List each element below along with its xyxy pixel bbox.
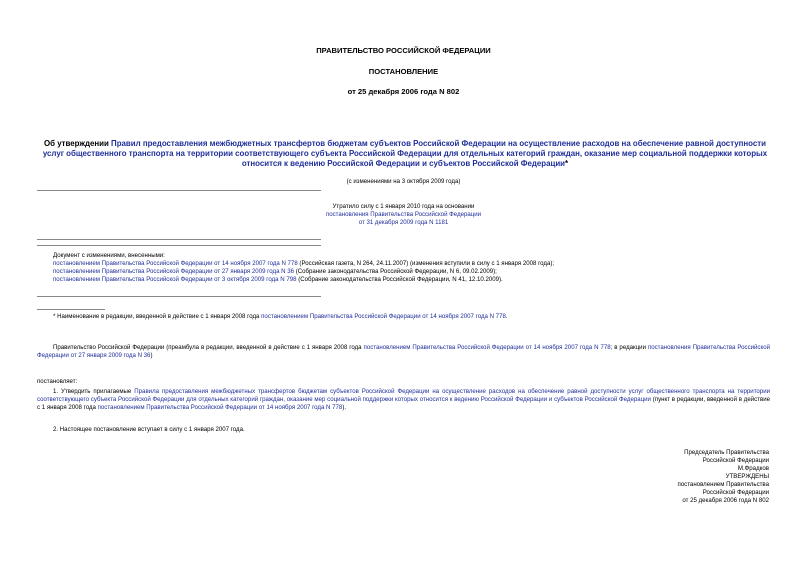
- document-type: ПОСТАНОВЛЕНИЕ: [368, 67, 439, 76]
- lost-force-text: Утратило силу с 1 января 2010 года на основании: [332, 203, 475, 210]
- preamble-link-2[interactable]: постановления Правительства Российской Федерации от 27 января 2009 года N 36: [37, 344, 771, 360]
- decree-word: постановляет:: [37, 378, 78, 385]
- footnote: * Наименование в редакции, введенной в действие с 1 января 2008 года постановлением Правительства Российской Федерации от 14 ноября 2007 года N 778.: [53, 313, 508, 320]
- amendment-item: постановлением Правительства Российской Федерации от 27 января 2009 года N 36 (Собрание законодательства Российской Федерации, N 6, 09.02.2009);: [53, 268, 497, 276]
- lost-force-link-1[interactable]: постановления Правительства Российской Федерации: [325, 211, 482, 219]
- item-1: 1. Утвердить прилагаемые Правила предоставления межбюджетных трансфертов бюджетам субъектов Российской Федерации на осуществление расходов на обеспечение равной доступности услуг общественного транспорта на территории соответствующего субъекта Российской Федерации для отдельных категорий граждан, оказание мер социальной поддержки которых относится к ведению Российской Федерации и субъектов Российской Федерации (пункт в редакции, введенной в действие с 1 января 2008 года постановлением Правительства Российской Федерации от 14 ноября 2007 года N 778).: [37, 388, 770, 412]
- item-1-amendment-link[interactable]: постановлением Правительства Российской Федерации от 14 ноября 2007 года N 778: [97, 404, 343, 412]
- lost-force-link-2[interactable]: от 31 декабря 2009 года N 1181: [358, 219, 449, 227]
- approved-date: от 25 декабря 2006 года N 802: [682, 497, 769, 505]
- title-prefix: Об утверждении: [43, 139, 112, 148]
- amendment-link[interactable]: постановлением Правительства Российской Федерации от 3 октября 2009 года N 798: [53, 276, 297, 284]
- government-heading: ПРАВИТЕЛЬСТВО РОССИЙСКОЙ ФЕДЕРАЦИИ: [316, 46, 491, 55]
- amendment-item: постановлением Правительства Российской Федерации от 3 октября 2009 года N 798 (Собрание законодательства Российской Федерации, N 41, 12.10.2009).: [53, 276, 503, 284]
- title-rules-link[interactable]: Правил предоставления межбюджетных трансфертов бюджетам субъектов Российской Федерации на осуществление расходов на обеспечение равной доступности услуг общественного транспорта на территории соответствующего субъекта Российской Федерации для отдельных категорий граждан, оказание мер социальной поддержки которых относится к ведению Российской Федерации и субъектов Российской Федерации: [42, 139, 768, 169]
- signature-position: Председатель Правительства: [684, 449, 769, 456]
- document-title: [40, 139, 770, 169]
- amendment-link[interactable]: постановлением Правительства Российской Федерации от 27 января 2009 года N 36: [53, 268, 295, 276]
- preamble-link-1[interactable]: постановлением Правительства Российской Федерации от 14 ноября 2007 года N 778: [363, 344, 611, 351]
- signature-block: [469, 449, 769, 505]
- approved-country: Российской Федерации: [702, 489, 769, 497]
- divider: [37, 190, 321, 191]
- signature-country: Российской Федерации: [702, 457, 769, 465]
- signature-name: М.Фрадков: [737, 465, 769, 473]
- lost-force-block: [0, 203, 807, 227]
- divider: [37, 296, 321, 297]
- footnote-divider: [37, 309, 105, 310]
- preamble: Правительство Российской Федерации (преамбула в редакции, введенной в действие с 1 января 2008 года постановлением Правительства Российской Федерации от 14 ноября 2007 года N 778; в редакции постановления Правительства Российской Федерации от 27 января 2009 года N 36): [37, 344, 771, 360]
- approved-by: постановлением Правительства: [677, 481, 769, 489]
- item-1-rules-link[interactable]: Правила предоставления межбюджетных трансфертов бюджетам субъектов Российской Федерации на осуществление расходов на обеспечение равной доступности услуг общественного транспорта на территории соответствующего субъекта Российской Федерации для отдельных категорий граждан, оказание мер социальной поддержки которых относится к ведению Российской Федерации и субъектов Российской Федерации: [37, 388, 770, 404]
- divider: [37, 239, 321, 240]
- item-2: 2. Настоящее постановление вступает в силу с 1 января 2007 года.: [53, 426, 245, 433]
- amendment-link[interactable]: постановлением Правительства Российской Федерации от 14 ноября 2007 года N 778: [53, 260, 298, 268]
- divider: [37, 245, 321, 246]
- title-suffix: *: [565, 159, 569, 169]
- footnote-link[interactable]: постановлением Правительства Российской Федерации от 14 ноября 2007 года N 778: [261, 313, 506, 320]
- amendment-item: постановлением Правительства Российской Федерации от 14 ноября 2007 года N 778 (Российская газета, N 264, 24.11.2007) (изменения вступили в силу с 1 января 2008 года);: [53, 260, 555, 268]
- approved-label: УТВЕРЖДЕНЫ: [725, 473, 769, 481]
- changes-note: (с изменениями на 3 октября 2009 года): [346, 178, 461, 185]
- document-date: от 25 декабря 2006 года N 802: [347, 87, 460, 96]
- amendments-heading: Документ с изменениями, внесенными:: [53, 252, 165, 259]
- amendments-block: [53, 252, 773, 284]
